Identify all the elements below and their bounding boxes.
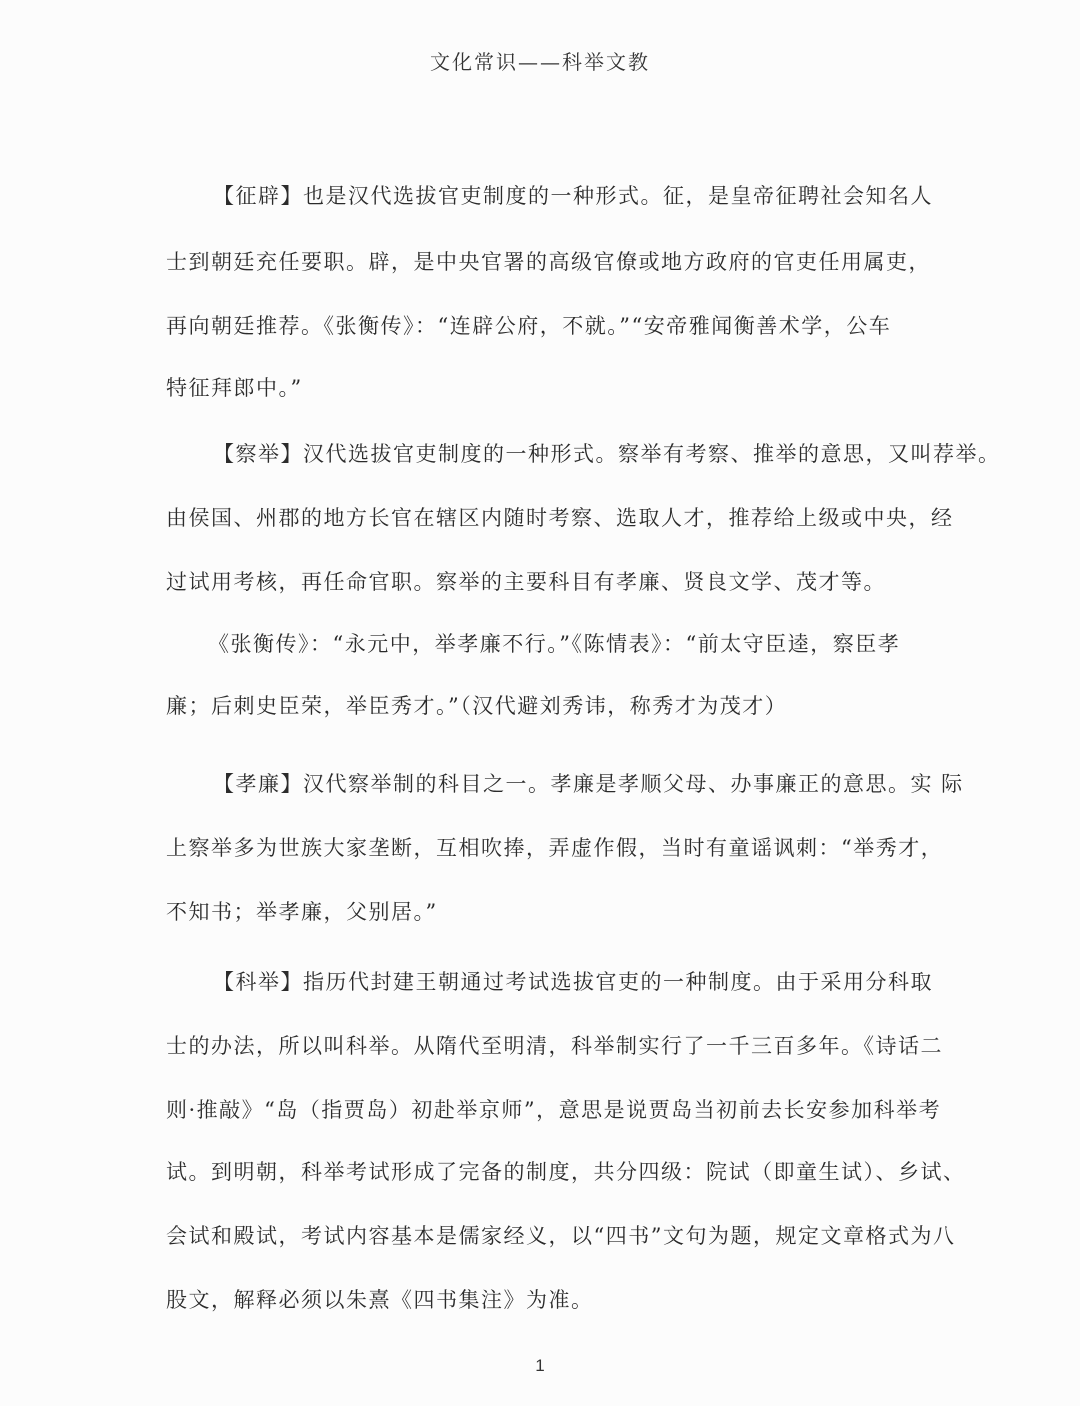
- page-title: 文化常识——科举文教: [430, 50, 650, 74]
- text-line: 【科举】指历代封建王朝通过考试选拔官吏的一种制度。由于采用分科取: [213, 970, 933, 994]
- text-line: 【孝廉】汉代察举制的科目之一。孝廉是孝顺父母、办事廉正的意思。实 际: [213, 772, 964, 796]
- text-line: 会试和殿试，考试内容基本是儒家经义，以“四书”文句为题，规定文章格式为八: [166, 1224, 956, 1248]
- text-line: 过试用考核，再任命官职。察举的主要科目有孝廉、贤良文学、茂才等。: [166, 570, 886, 594]
- text-line: 上察举多为世族大家垄断，互相吹捧，弄虚作假，当时有童谣讽刺：“举秀才，: [166, 836, 944, 860]
- text-line: 不知书；举孝廉，父别居。”: [166, 900, 438, 924]
- text-line: 士到朝廷充任要职。辟，是中央官署的高级官僚或地方政府的官吏任用属吏，: [166, 250, 931, 274]
- text-line: 士的办法，所以叫科举。从隋代至明清，科举制实行了一千三百多年。《诗话二: [166, 1034, 943, 1058]
- text-line: 【察举】汉代选拔官吏制度的一种形式。察举有考察、推举的意思，又叫荐举。: [213, 442, 1001, 466]
- text-line: 则·推敲》“岛（指贾岛）初赴举京师”，意思是说贾岛当初前去长安参加科举考: [166, 1098, 942, 1122]
- text-line: 由侯国、州郡的地方长官在辖区内随时考察、选取人才，推荐给上级或中央，经: [166, 506, 954, 530]
- text-line: 股文，解释必须以朱熹《四书集注》为准。: [166, 1288, 594, 1312]
- text-line: 【征辟】也是汉代选拔官吏制度的一种形式。征，是皇帝征聘社会知名人: [213, 184, 933, 208]
- text-line: 再向朝廷推荐。《张衡传》：“连辟公府，不就。”“安帝雅闻衡善术学，公车: [166, 314, 892, 338]
- text-line: 《张衡传》：“永元中，举孝廉不行。”《陈情表》：“前太守臣逵，察臣孝: [208, 632, 901, 656]
- text-line: 特征拜郎中。”: [166, 376, 303, 400]
- page-number: 1: [535, 1356, 545, 1375]
- text-line: 试。到明朝，科举考试形成了完备的制度，共分四级：院试（即童生试）、乡试、: [166, 1160, 966, 1184]
- text-line: 廉；后刺史臣荣，举臣秀才。”（汉代避刘秀讳，称秀才为茂才）: [166, 694, 788, 718]
